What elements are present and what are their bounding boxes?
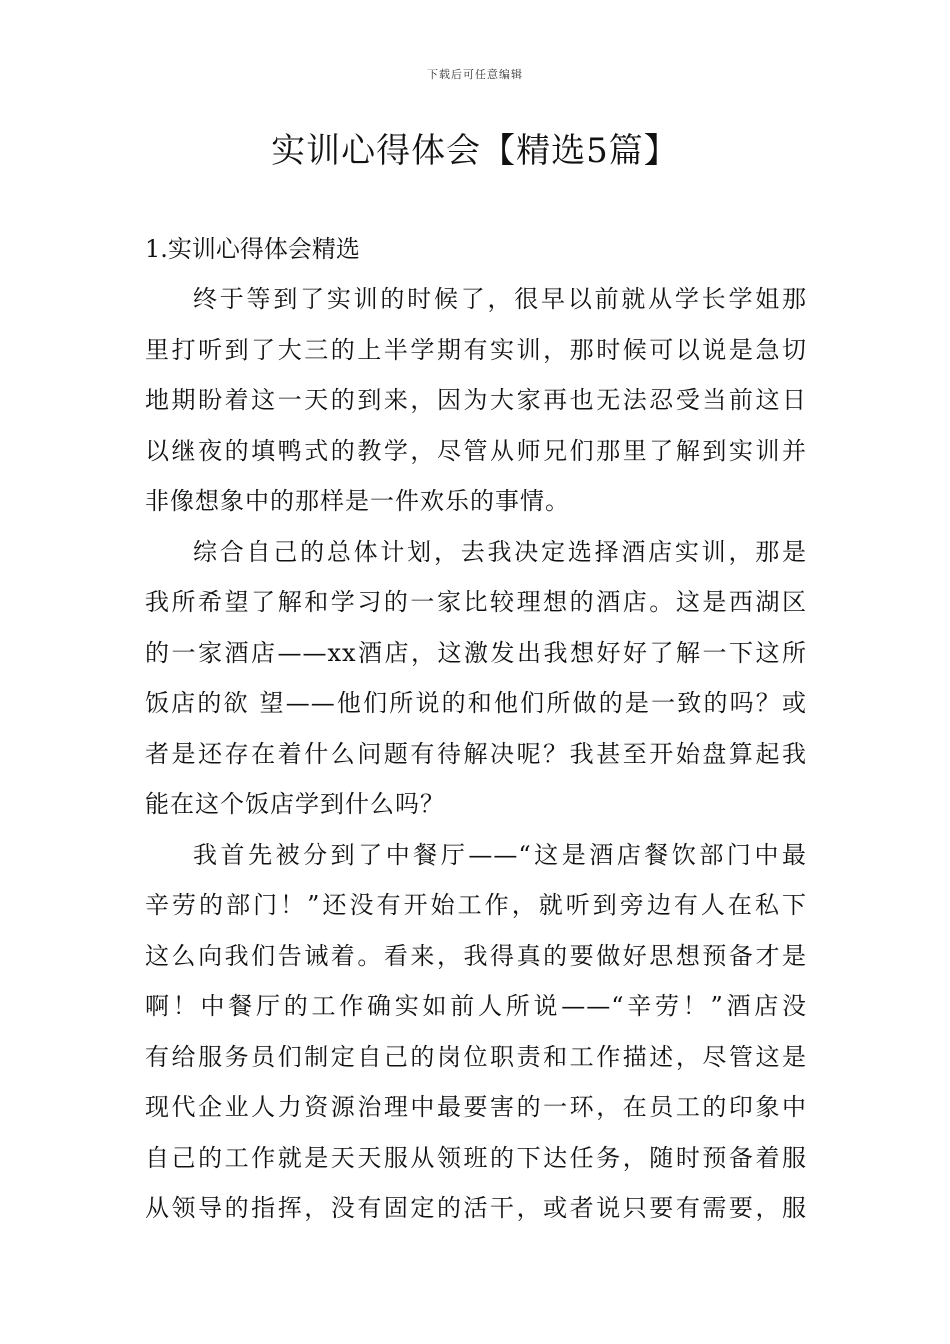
download-note: 下载后可任意编辑 [427, 68, 523, 81]
paragraph-line: 从领导的指挥，没有固定的活干，或者说只要有需要，服 [145, 1194, 807, 1222]
paragraph-line: 非像想象中的那样是一件欢乐的事情。 [145, 487, 570, 515]
paragraph-line: 饭店的欲 望——他们所说的和他们所做的是一致的吗？或 [145, 689, 807, 717]
document-body [145, 224, 807, 1234]
paragraph-line: 啊！中餐厅的工作确实如前人所说——“辛劳！”酒店没 [145, 992, 807, 1020]
paragraph-line: 我首先被分到了中餐厅——“这是酒店餐饮部门中最 [193, 840, 807, 869]
paragraph-line: 有给服务员们制定自己的岗位职责和工作描述，尽管这是 [145, 1042, 807, 1071]
paragraph-line: 终于等到了实训的时候了，很早以前就从学长学姐那 [193, 285, 807, 313]
paragraph-line: 以继夜的填鸭式的教学，尽管从师兄们那里了解到实训并 [145, 436, 807, 465]
paragraph-line: 现代企业人力资源治理中最要害的一环，在员工的印象中 [145, 1093, 807, 1121]
paragraph-line: 能在这个饭店学到什么吗？ [145, 790, 445, 818]
paragraph-line: 地期盼着这一天的到来，因为大家再也无法忍受当前这日 [145, 386, 807, 414]
document-title: 实训心得体会【精选5篇】 [271, 131, 679, 171]
paragraph [145, 830, 807, 1234]
section-heading: 1.实训心得体会精选 [145, 235, 360, 263]
paragraph-line: 自己的工作就是天天服从领班的下达任务，随时预备着服 [145, 1143, 807, 1172]
paragraph [145, 274, 807, 527]
paragraph-line: 综合自己的总体计划，去我决定选择酒店实训，那是 [193, 537, 807, 566]
paragraph-line: 辛劳的部门！”还没有开始工作，就听到旁边有人在私下 [145, 891, 807, 919]
paragraph [145, 527, 807, 830]
paragraph-line: 的一家酒店——xx酒店，这激发出我想好好了解一下这所 [145, 638, 807, 667]
paragraph-line: 我所希望了解和学习的一家比较理想的酒店。这是西湖区 [145, 588, 807, 616]
paragraph-line: 这么向我们告诫着。看来，我得真的要做好思想预备才是 [145, 941, 807, 970]
paragraph-line: 里打听到了大三的上半学期有实训，那时候可以说是急切 [145, 335, 807, 364]
paragraph-line: 者是还存在着什么问题有待解决呢？我甚至开始盘算起我 [145, 739, 807, 768]
